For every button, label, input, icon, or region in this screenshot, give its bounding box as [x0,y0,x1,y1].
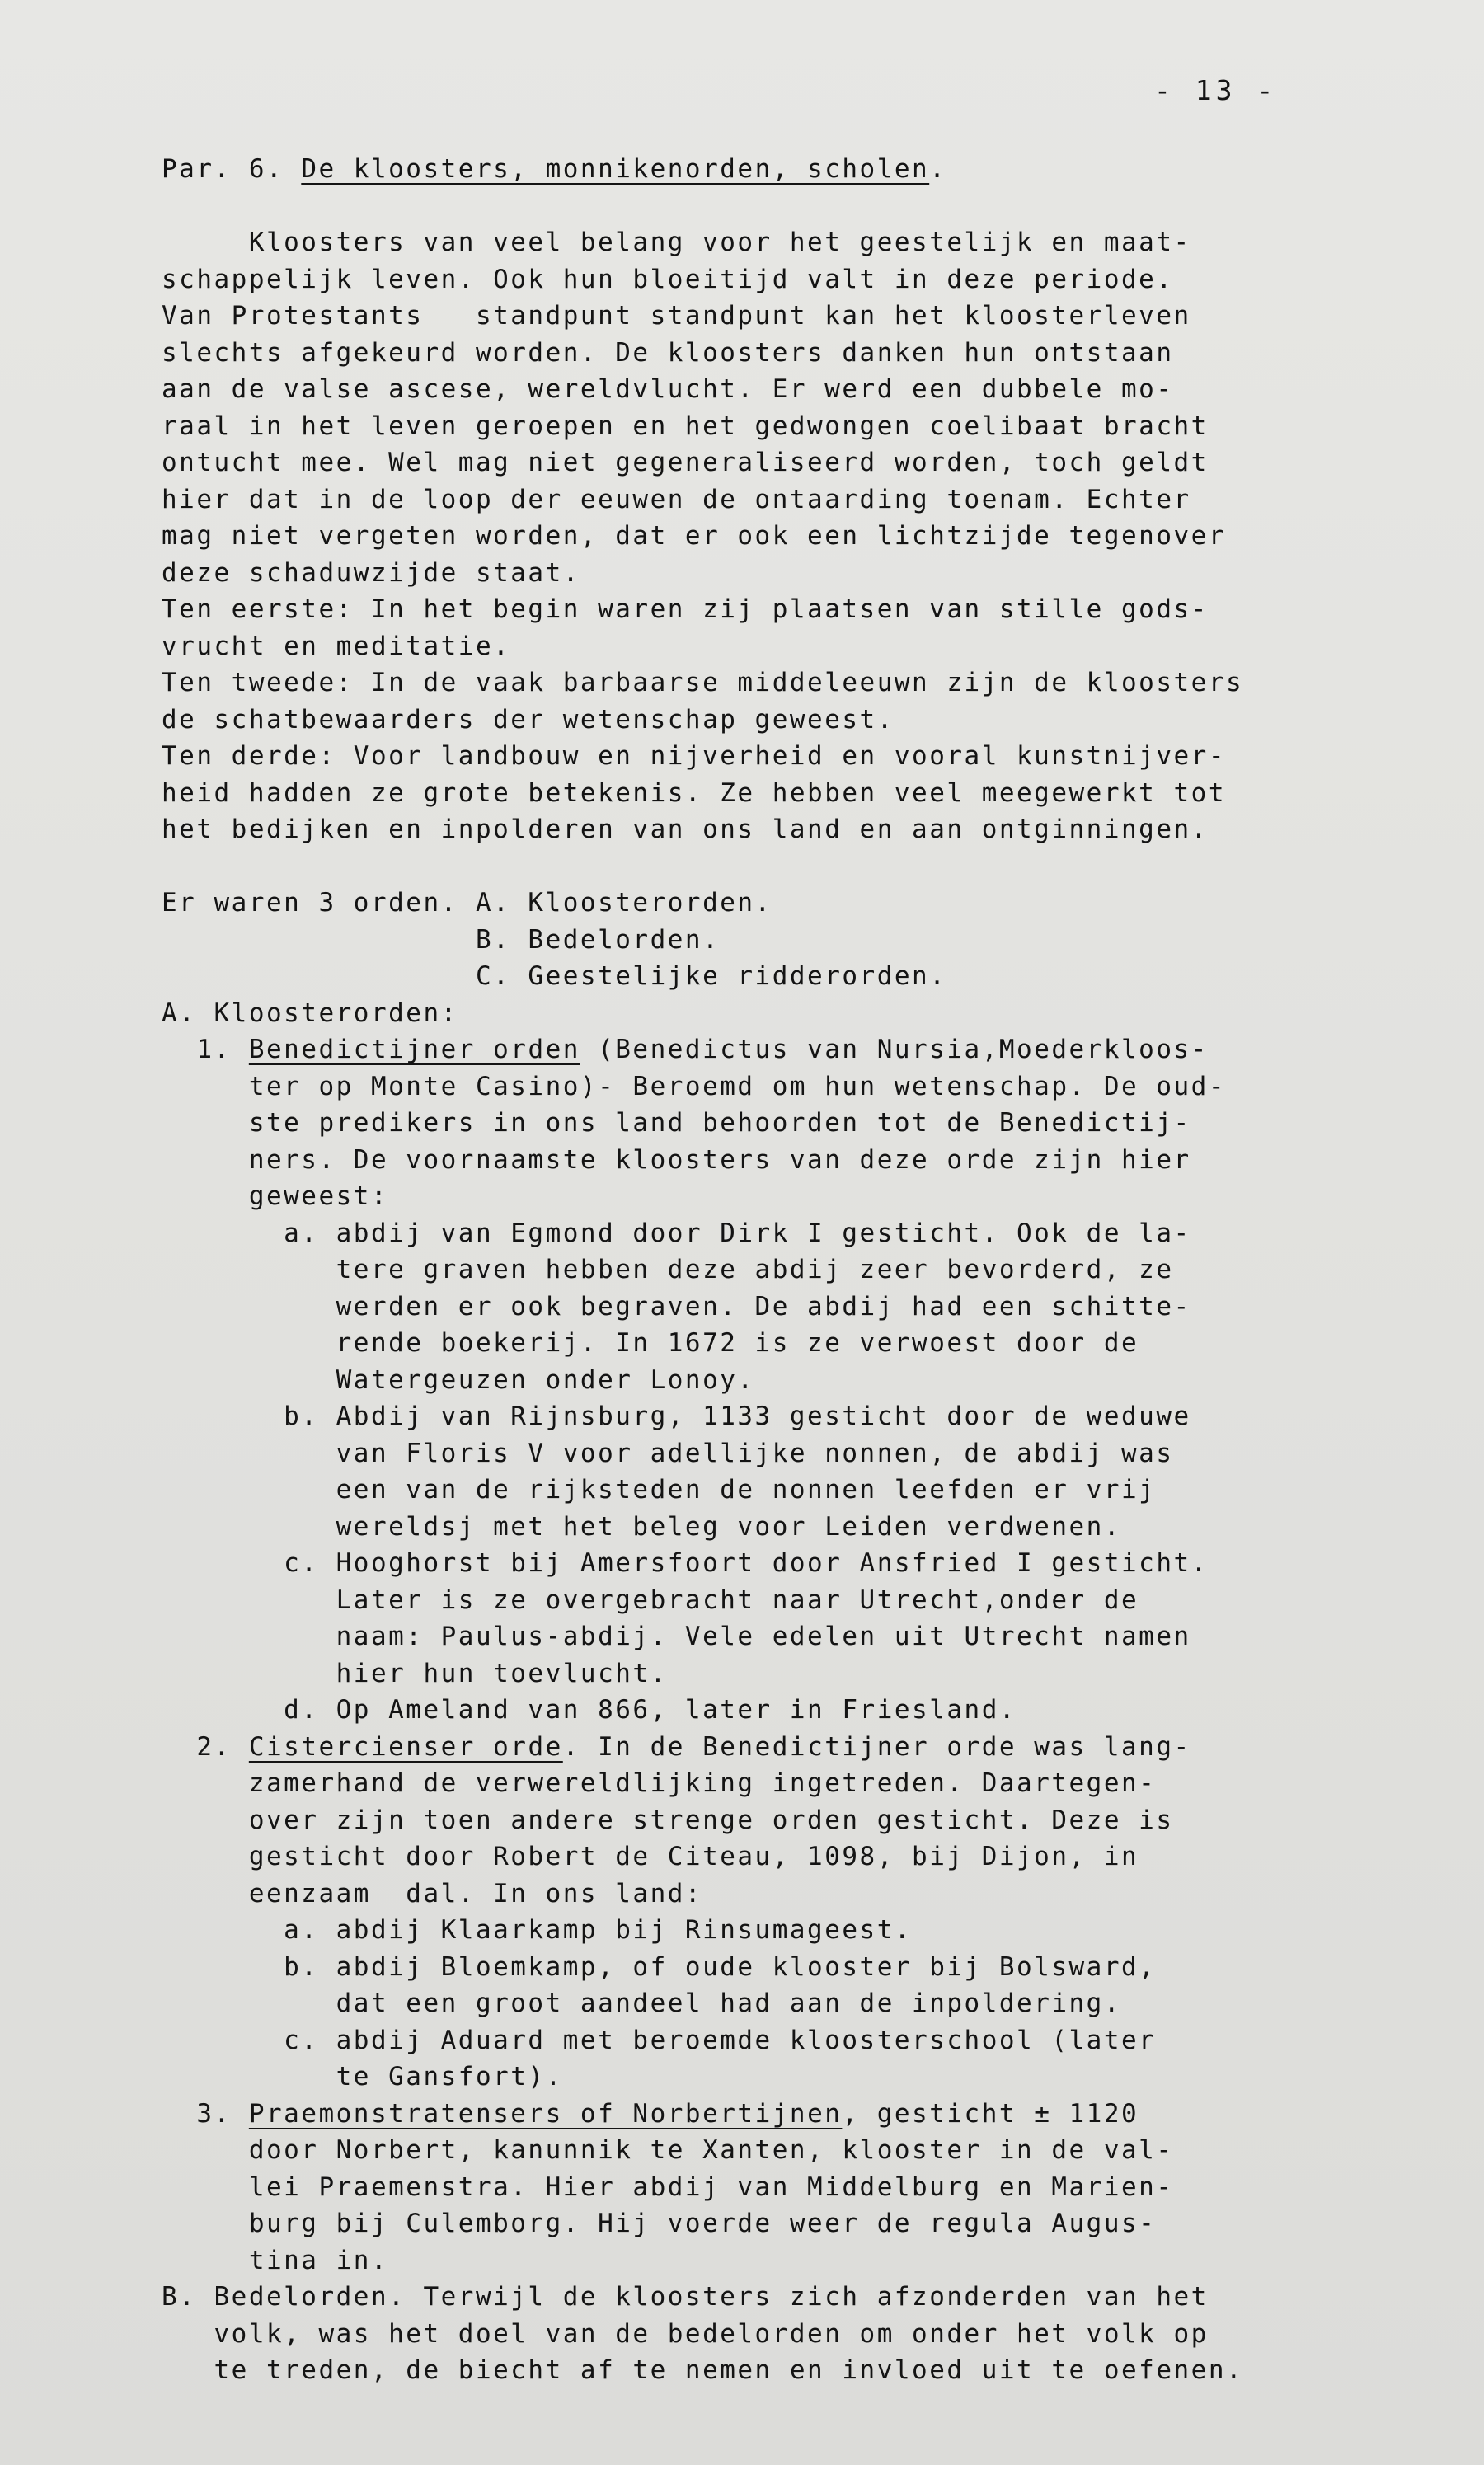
line-text: over zijn toen andere strenge orden gesticht. Deze is [162,1805,1174,1835]
line-text: C. Geestelijke ridderorden. [162,961,947,991]
line-text: ners. De voornaamste kloosters van deze orde zijn hier [162,1144,1191,1175]
line-text: dat een groot aandeel had aan de inpoldering. [162,1988,1121,2018]
text-line [162,408,1243,445]
text-line [162,1178,1243,1215]
line-text: lei Praemenstra. Hier abdij van Middelburg en Marien- [162,2172,1174,2202]
line-text: werden er ook begraven. De abdij had een schitte- [162,1291,1191,1322]
underlined-heading: Cistercienser orde [248,1731,563,1762]
line-text: B. Bedelorden. [162,924,721,955]
text-line [162,1765,1243,1802]
line-text: schappelijk leven. Ook hun bloeitijd valt in deze periode. [162,264,1174,294]
line-text: eenzaam dal. In ons land: [162,1878,703,1909]
text-line [162,958,1243,995]
text-line [162,1545,1243,1582]
text-line [162,1692,1243,1729]
line-text: B. Bedelorden. Terwijl de kloosters zich afzonderden van het [162,2282,1209,2312]
blank-line [162,188,1243,225]
text-line [162,518,1243,555]
text-line [162,2242,1243,2280]
text-line [162,922,1243,959]
text-line [162,1509,1243,1546]
text-line [162,1142,1243,1179]
line-text: Ten eerste: In het begin waren zij plaatsen van stille gods- [162,594,1209,624]
line-text: geweest: [162,1181,389,1211]
line-text: tina in. [162,2245,389,2275]
text-line [162,1472,1243,1509]
text-line [162,628,1243,665]
text-line [162,151,1243,188]
line-text: naam: Paulus-abdij. Vele edelen uit Utrecht namen [162,1622,1191,1651]
text-line [162,664,1243,702]
text-line [162,1912,1243,1949]
line-text: rende boekerij. In 1672 is ze verwoest door de [162,1328,1139,1358]
text-line [162,2096,1243,2133]
text-line [162,2205,1243,2242]
line-text: c. Hooghorst bij Amersfoort door Ansfried I gesticht. [162,1548,1209,1578]
text-line [162,738,1243,775]
text-line [162,298,1243,335]
line-text: b. Abdij van Rijnsburg, 1133 gesticht door de weduwe [162,1402,1191,1431]
text-line [162,702,1243,739]
text-line [162,1435,1243,1472]
text-line [162,1949,1243,1986]
line-text: slechts afgekeurd worden. De kloosters danken hun ontstaan [162,337,1174,368]
line-text: 3. [162,2098,249,2129]
line-text: van Floris V voor adellijke nonnen, de abdij was [162,1438,1174,1468]
line-text: een van de rijksteden de nonnen leefden er vrij [162,1475,1157,1505]
text-line [162,1985,1243,2022]
line-text: Er waren 3 orden. A. Kloosterorden. [162,888,773,918]
line-text: te treden, de biecht af te nemen en invloed uit te oefenen. [162,2355,1244,2385]
text-line [162,2352,1243,2389]
text-line [162,1876,1243,1913]
line-text: A. Kloosterorden: [162,998,458,1028]
text-line [162,1068,1243,1106]
line-text: mag niet vergeten worden, dat er ook een lichtzijde tegenover [162,521,1226,551]
text-line [162,1838,1243,1876]
text-line [162,1582,1243,1619]
text-line [162,1729,1243,1766]
text-line [162,444,1243,481]
line-text: wereldsj met het beleg voor Leiden verdwenen. [162,1511,1121,1542]
line-text: tere graven hebben deze abdij zeer bevorderd, ze [162,1255,1174,1284]
line-text: b. abdij Bloemkamp, of oude klooster bij Bolsward, [162,1951,1157,1982]
text-line [162,1618,1243,1655]
line-text: hier hun toevlucht. [162,1658,668,1688]
line-text: a. abdij Klaarkamp bij Rinsumageest. [162,1915,913,1945]
line-text: d. Op Ameland van 866, later in Friesland. [162,1695,1017,1725]
text-line [162,775,1243,812]
line-text: gesticht door Robert de Citeau, 1098, bij Dijon, in [162,1842,1139,1871]
text-line [162,885,1243,922]
text-line [162,1362,1243,1399]
line-text: vrucht en meditatie. [162,631,511,661]
text-line [162,2059,1243,2096]
line-text: heid hadden ze grote betekenis. Ze hebben veel meegewerkt tot [162,777,1226,808]
text-line [162,1802,1243,1839]
line-text-tail: . In de Benedictijner orde was lang- [562,1731,1191,1762]
text-line [162,811,1243,848]
line-text: ter op Monte Casino)- Beroemd om hun wetenschap. De oud- [162,1071,1226,1101]
line-text: a. abdij van Egmond door Dirk I gesticht. Ook de la- [162,1218,1191,1248]
line-text: 2. [162,1731,249,1762]
line-text-tail: (Benedictus van Nursia,Moederkloos- [580,1035,1209,1064]
line-text: Ten derde: Voor landbouw en nijverheid en vooral kunstnijver- [162,741,1226,771]
text-line [162,335,1243,372]
line-text: door Norbert, kanunnik te Xanten, klooster in de val- [162,2135,1174,2165]
line-text: Kloosters van veel belang voor het geestelijk en maat- [162,228,1191,257]
text-line [162,371,1243,408]
line-text: te Gansfort). [162,2062,563,2092]
text-line [162,2169,1243,2206]
text-line [162,1289,1243,1326]
text-line [162,1105,1243,1142]
text-line [162,1215,1243,1252]
line-text: ste predikers in ons land behoorden tot de Benedictij- [162,1108,1191,1138]
text-line [162,2132,1243,2169]
line-text: Watergeuzen onder Lonoy. [162,1364,755,1395]
underlined-heading: Praemonstratensers of Norbertijnen [248,2098,843,2129]
line-text: 1. [162,1035,249,1064]
page-number: - 13 - [1154,74,1278,106]
line-text: de schatbewaarders der wetenschap geweest. [162,704,895,735]
line-text: het bedijken en inpolderen van ons land en aan ontginningen. [162,815,1209,844]
text-line [162,481,1243,519]
text-line [162,261,1243,298]
text-line [162,555,1243,592]
text-line [162,224,1243,261]
line-text: c. abdij Aduard met beroemde kloosterschool (later [162,2025,1157,2055]
text-line [162,1655,1243,1693]
line-text-tail: , gesticht ± 1120 [842,2098,1139,2129]
line-text: aan de valse ascese, wereldvlucht. Er werd een dubbele mo- [162,374,1174,404]
line-text: Par. 6. [162,154,302,184]
blank-line [162,848,1243,885]
text-line [162,1251,1243,1289]
underlined-heading: Benedictijner orden [248,1035,580,1064]
line-text: zamerhand de verwereldlijking ingetreden. Daartegen- [162,1768,1157,1798]
text-line [162,1398,1243,1435]
text-line [162,995,1243,1032]
line-text: hier dat in de loop der eeuwen de ontaarding toenam. Echter [162,484,1191,514]
text-line [162,2279,1243,2316]
line-text: Later is ze overgebracht naar Utrecht,onder de [162,1585,1139,1615]
text-line [162,1325,1243,1362]
text-line [162,591,1243,628]
line-text: burg bij Culemborg. Hij voerde weer de regula Augus- [162,2209,1157,2238]
text-line [162,2316,1243,2353]
line-text: Van Protestants standpunt standpunt kan het kloosterleven [162,301,1191,331]
line-text: ontucht mee. Wel mag niet gegeneraliseerd worden, toch geldt [162,448,1209,477]
line-text-tail: . [929,154,947,184]
text-line [162,2022,1243,2059]
line-text: deze schaduwzijde staat. [162,557,580,588]
underlined-heading: De kloosters, monnikenorden, scholen [301,154,930,184]
line-text: raal in het leven geroepen en het gedwongen coelibaat bracht [162,411,1209,441]
line-text: volk, was het doel van de bedelorden om onder het volk op [162,2318,1209,2349]
line-text: Ten tweede: In de vaak barbaarse middeleeuwn zijn de kloosters [162,668,1244,697]
document-body [162,151,1243,2389]
text-line [162,1031,1243,1068]
